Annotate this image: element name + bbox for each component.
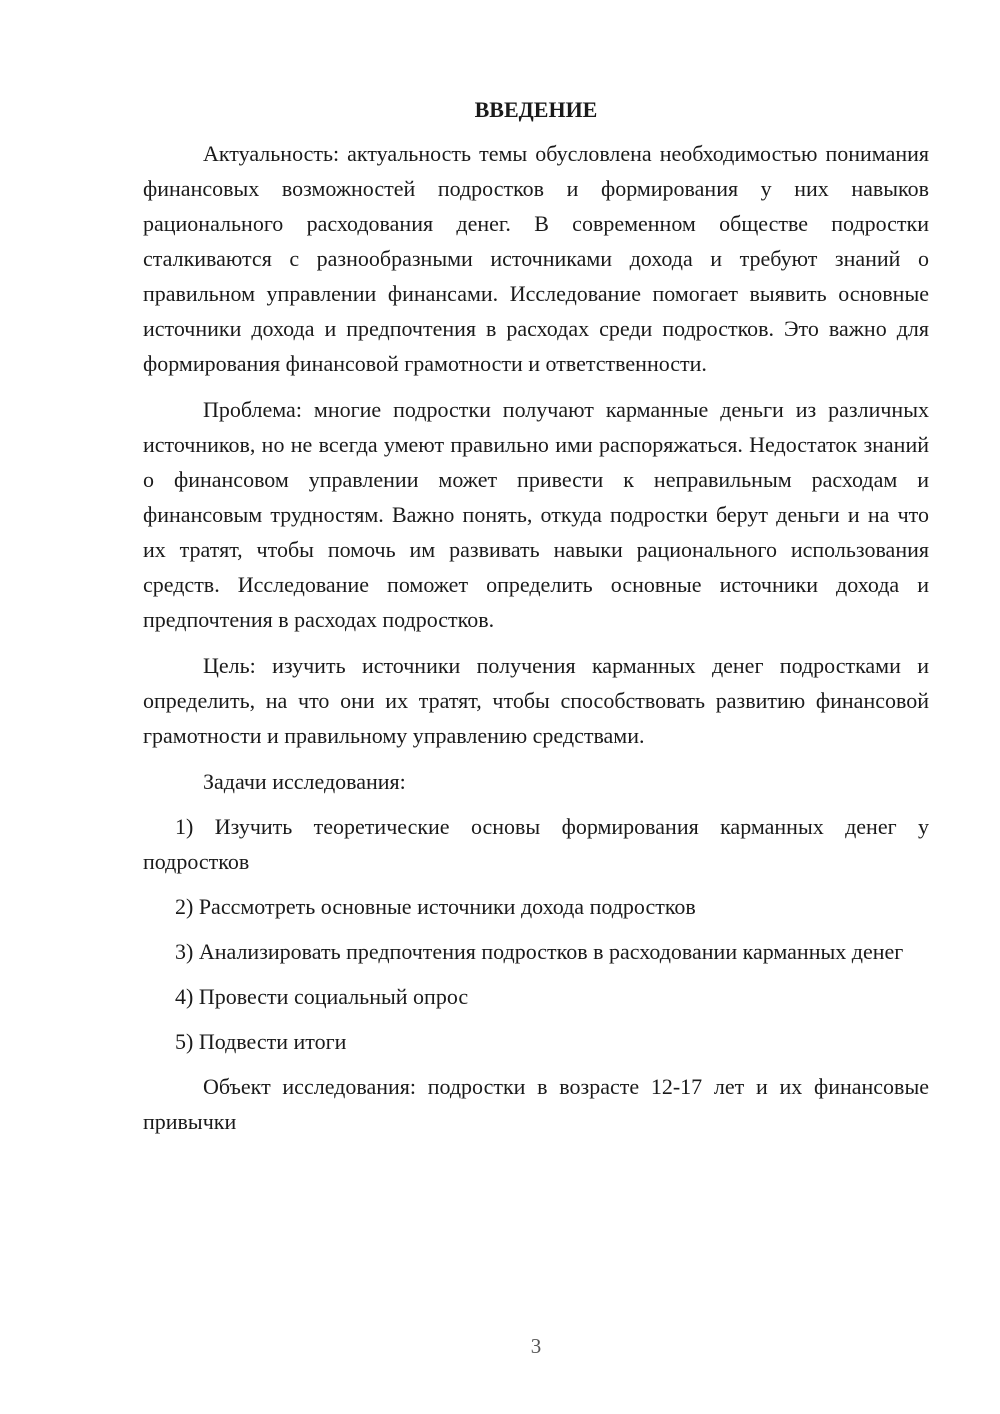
document-page [143, 92, 929, 1150]
paragraph-problem: Проблема: многие подростки получают карманные деньги из различных источников, но не всегда умеют правильно ими распоряжаться. Недостаток знаний о финансовом управлении может привести к неправильным расходам и финансовым трудностям. Важно понять, откуда подростки берут деньги и на что их тратят, чтобы помочь им развивать навыки рационального использования средств. Исследование поможет определить основные источники дохода и предпочтения в расходах подростков. [143, 397, 929, 632]
task-item: 4) Провести социальный опрос [175, 984, 469, 1009]
task-item: 5) Подвести итоги [175, 1029, 347, 1054]
task-item: 1) Изучить теоретические основы формирования карманных денег у подростков [143, 814, 929, 874]
paragraph-relevance: Актуальность: актуальность темы обусловлена необходимостью понимания финансовых возможностей подростков и формирования у них навыков рационального расходования денег. В современном обществе подростки сталкиваются с разнообразными источниками дохода и требуют знаний о правильном управлении финансами. Исследование помогает выявить основные источники дохода и предпочтения в расходах среди подростков. Это важно для формирования финансовой грамотности и ответственности. [143, 141, 929, 376]
page-number: 3 [530, 1334, 542, 1358]
paragraph-object: Объект исследования: подростки в возрасте 12-17 лет и их финансовые привычки [143, 1074, 929, 1134]
paragraph-goal: Цель: изучить источники получения карманных денег подростками и определить, на что они их тратят, чтобы способствовать развитию финансовой грамотности и правильному управлению средствами. [143, 653, 929, 748]
page-title: ВВЕДЕНИЕ [474, 97, 598, 122]
tasks-heading: Задачи исследования: [203, 769, 406, 794]
task-item: 2) Рассмотреть основные источники дохода подростков [175, 894, 696, 919]
task-item: 3) Анализировать предпочтения подростков в расходовании карманных денег [175, 939, 904, 964]
